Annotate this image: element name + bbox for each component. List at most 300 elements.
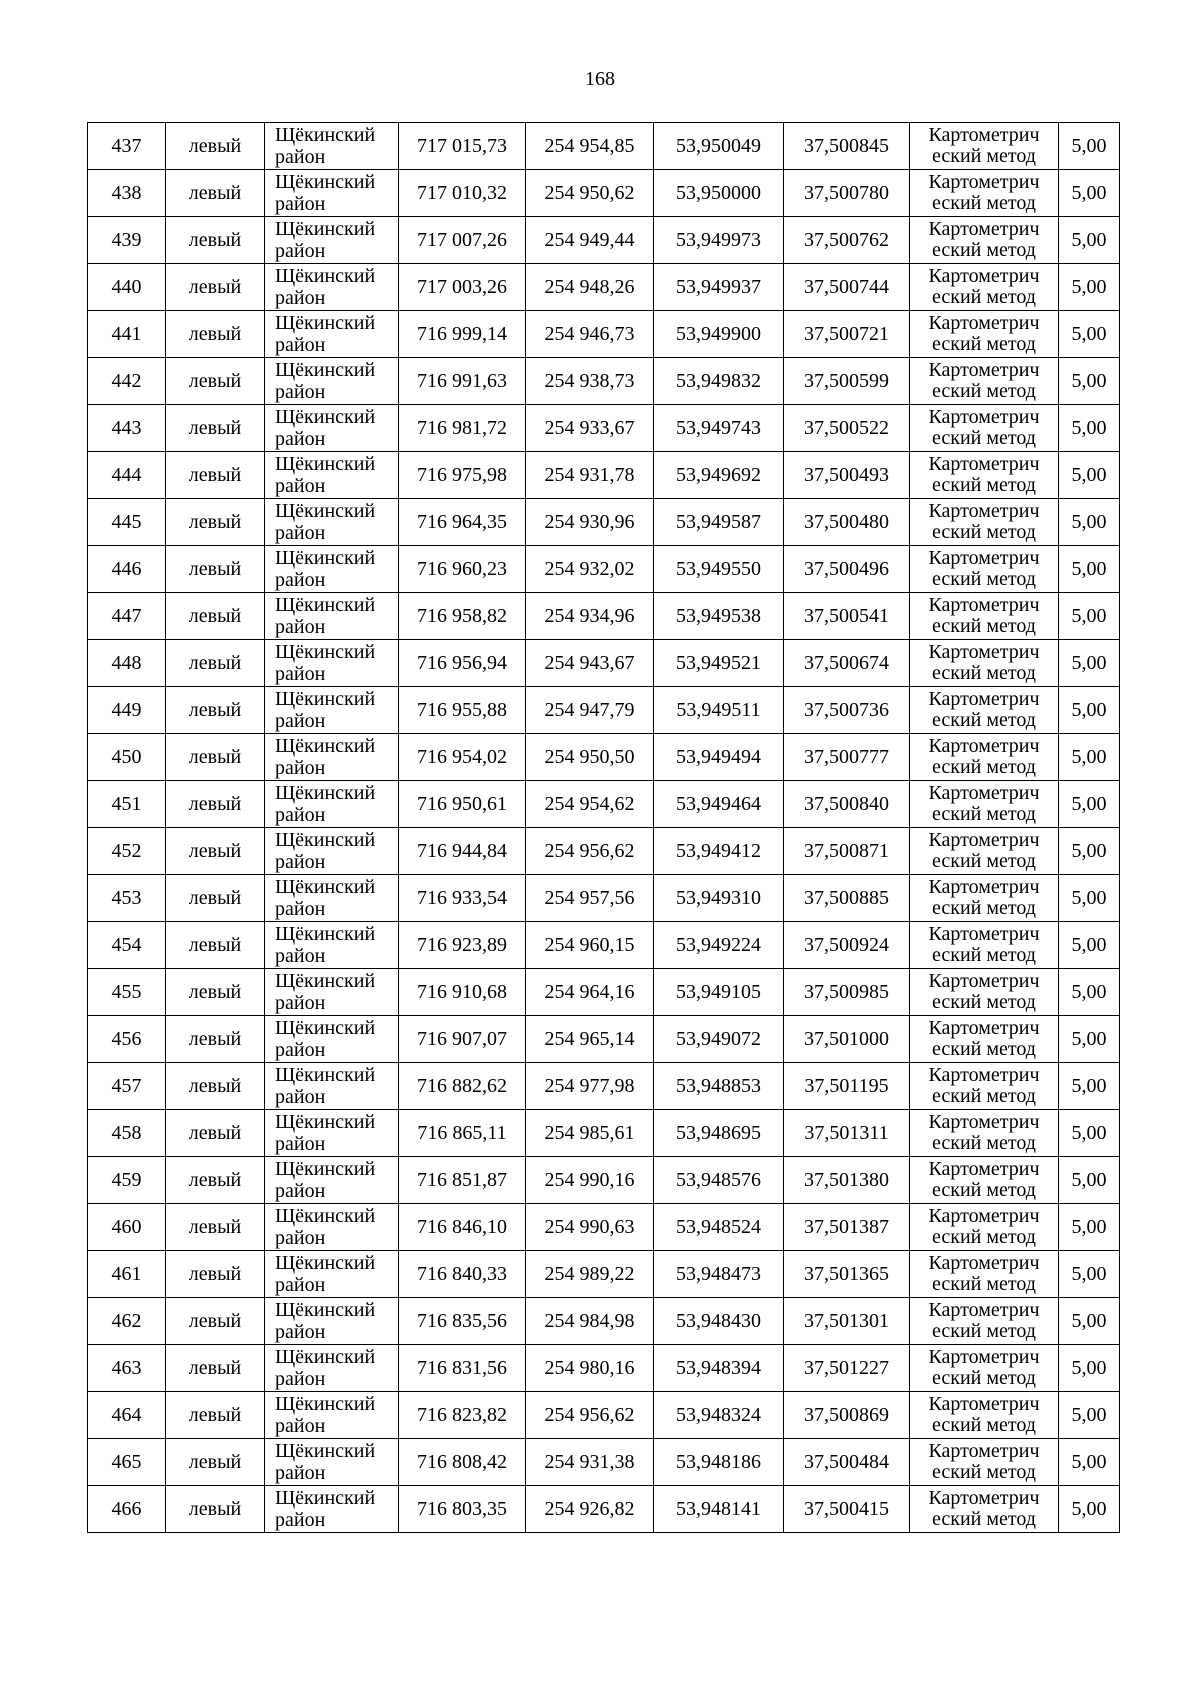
method-cell-line: Картометрич [928,782,1040,804]
district-cell [265,1439,399,1486]
method-cell-line: Картометрич [928,735,1040,757]
method-cell-line: Картометрич [928,265,1040,287]
point-number-cell: 440 [88,264,166,311]
point-number-cell: 441 [88,311,166,358]
accuracy-cell: 5,00 [1059,1157,1120,1204]
method-cell-line: Картометрич [928,1205,1040,1227]
method-cell-line: еский метод [932,1085,1036,1107]
method-cell [910,1157,1059,1204]
longitude-cell: 37,500480 [784,499,910,546]
coord-x-cell: 716 933,54 [399,875,526,922]
accuracy-cell: 5,00 [1059,1016,1120,1063]
point-number-cell: 466 [88,1486,166,1533]
table-row [88,264,1120,311]
district-cell [265,1251,399,1298]
accuracy-cell: 5,00 [1059,264,1120,311]
longitude-cell: 37,500840 [784,781,910,828]
bank-side-cell: левый [166,687,265,734]
method-cell-line: еский метод [932,1367,1036,1389]
district-cell-line: Щёкинский [275,1346,376,1368]
accuracy-cell: 5,00 [1059,1110,1120,1157]
table-row [88,1063,1120,1110]
accuracy-cell: 5,00 [1059,1439,1120,1486]
coord-y-cell: 254 947,79 [526,687,654,734]
longitude-cell: 37,500493 [784,452,910,499]
method-cell [910,311,1059,358]
method-cell-line: Картометрич [928,1111,1040,1133]
method-cell-line: еский метод [932,897,1036,919]
table-row [88,358,1120,405]
method-cell [910,1110,1059,1157]
district-cell [265,217,399,264]
point-number-cell: 455 [88,969,166,1016]
bank-side-cell: левый [166,1063,265,1110]
point-number-cell: 453 [88,875,166,922]
table-row [88,405,1120,452]
method-cell-line: еский метод [932,709,1036,731]
longitude-cell: 37,500762 [784,217,910,264]
method-cell [910,1016,1059,1063]
longitude-cell: 37,501387 [784,1204,910,1251]
method-cell [910,734,1059,781]
district-cell-line: район [275,475,326,497]
coord-x-cell: 716 958,82 [399,593,526,640]
method-cell-line: еский метод [932,333,1036,355]
accuracy-cell: 5,00 [1059,1345,1120,1392]
point-number-cell: 452 [88,828,166,875]
method-cell [910,640,1059,687]
coord-x-cell: 716 954,02 [399,734,526,781]
coord-x-cell: 716 950,61 [399,781,526,828]
district-cell [265,875,399,922]
table-row [88,1392,1120,1439]
method-cell [910,217,1059,264]
bank-side-cell: левый [166,1392,265,1439]
district-cell-line: Щёкинский [275,641,376,663]
table-row [88,452,1120,499]
district-cell-line: район [275,569,326,591]
longitude-cell: 37,501195 [784,1063,910,1110]
district-cell-line: Щёкинский [275,359,376,381]
district-cell-line: район [275,945,326,967]
coord-x-cell: 716 831,56 [399,1345,526,1392]
district-cell-line: район [275,616,326,638]
method-cell [910,123,1059,170]
coord-y-cell: 254 948,26 [526,264,654,311]
point-number-cell: 463 [88,1345,166,1392]
table-row [88,875,1120,922]
point-number-cell: 457 [88,1063,166,1110]
district-cell-line: район [275,287,326,309]
coord-x-cell: 716 851,87 [399,1157,526,1204]
coord-y-cell: 254 931,78 [526,452,654,499]
district-cell-line: район [275,1321,326,1343]
latitude-cell: 53,948576 [654,1157,784,1204]
district-cell [265,1157,399,1204]
method-cell [910,1486,1059,1533]
district-cell-line: район [275,757,326,779]
district-cell-line: район [275,1462,326,1484]
accuracy-cell: 5,00 [1059,969,1120,1016]
coord-x-cell: 716 960,23 [399,546,526,593]
coord-x-cell: 716 944,84 [399,828,526,875]
latitude-cell: 53,949550 [654,546,784,593]
latitude-cell: 53,949692 [654,452,784,499]
district-cell-line: район [275,1086,326,1108]
district-cell-line: Щёкинский [275,1064,376,1086]
latitude-cell: 53,949937 [654,264,784,311]
latitude-cell: 53,948186 [654,1439,784,1486]
latitude-cell: 53,949310 [654,875,784,922]
bank-side-cell: левый [166,875,265,922]
method-cell-line: еский метод [932,1414,1036,1436]
bank-side-cell: левый [166,452,265,499]
coord-x-cell: 717 010,32 [399,170,526,217]
bank-side-cell: левый [166,922,265,969]
district-cell-line: Щёкинский [275,688,376,710]
district-cell [265,593,399,640]
coord-x-cell: 716 975,98 [399,452,526,499]
coord-x-cell: 716 835,56 [399,1298,526,1345]
latitude-cell: 53,949464 [654,781,784,828]
table-row [88,217,1120,264]
accuracy-cell: 5,00 [1059,123,1120,170]
coord-y-cell: 254 930,96 [526,499,654,546]
method-cell-line: Картометрич [928,171,1040,193]
district-cell [265,1486,399,1533]
district-cell-line: район [275,381,326,403]
coord-y-cell: 254 990,63 [526,1204,654,1251]
method-cell-line: Картометрич [928,1346,1040,1368]
point-number-cell: 461 [88,1251,166,1298]
district-cell-line: Щёкинский [275,1158,376,1180]
table-row [88,969,1120,1016]
method-cell-line: еский метод [932,1179,1036,1201]
method-cell [910,499,1059,546]
coord-x-cell: 716 823,82 [399,1392,526,1439]
method-cell-line: Картометрич [928,688,1040,710]
coord-x-cell: 716 803,35 [399,1486,526,1533]
method-cell [910,1298,1059,1345]
accuracy-cell: 5,00 [1059,499,1120,546]
accuracy-cell: 5,00 [1059,452,1120,499]
method-cell-line: Картометрич [928,1017,1040,1039]
accuracy-cell: 5,00 [1059,875,1120,922]
bank-side-cell: левый [166,546,265,593]
bank-side-cell: левый [166,828,265,875]
bank-side-cell: левый [166,499,265,546]
bank-side-cell: левый [166,123,265,170]
method-cell [910,546,1059,593]
table-row [88,1204,1120,1251]
bank-side-cell: левый [166,170,265,217]
coord-x-cell: 716 882,62 [399,1063,526,1110]
method-cell-line: еский метод [932,756,1036,778]
district-cell-line: Щёкинский [275,1393,376,1415]
method-cell-line: Картометрич [928,641,1040,663]
method-cell-line: Картометрич [928,312,1040,334]
district-cell-line: Щёкинский [275,547,376,569]
method-cell [910,687,1059,734]
district-cell-line: Щёкинский [275,782,376,804]
table-row [88,546,1120,593]
district-cell [265,1298,399,1345]
longitude-cell: 37,501227 [784,1345,910,1392]
coord-x-cell: 716 808,42 [399,1439,526,1486]
point-number-cell: 464 [88,1392,166,1439]
method-cell [910,1063,1059,1110]
method-cell-line: еский метод [932,1508,1036,1530]
coord-y-cell: 254 957,56 [526,875,654,922]
point-number-cell: 465 [88,1439,166,1486]
bank-side-cell: левый [166,1486,265,1533]
coord-x-cell: 716 865,11 [399,1110,526,1157]
bank-side-cell: левый [166,1204,265,1251]
district-cell [265,170,399,217]
latitude-cell: 53,949743 [654,405,784,452]
point-number-cell: 454 [88,922,166,969]
method-cell [910,264,1059,311]
coord-y-cell: 254 950,62 [526,170,654,217]
point-number-cell: 462 [88,1298,166,1345]
method-cell [910,1204,1059,1251]
coord-y-cell: 254 943,67 [526,640,654,687]
point-number-cell: 450 [88,734,166,781]
district-cell [265,1392,399,1439]
coord-x-cell: 716 907,07 [399,1016,526,1063]
bank-side-cell: левый [166,734,265,781]
longitude-cell: 37,500985 [784,969,910,1016]
latitude-cell: 53,949494 [654,734,784,781]
method-cell [910,358,1059,405]
coord-x-cell: 717 015,73 [399,123,526,170]
coord-y-cell: 254 931,38 [526,1439,654,1486]
coord-y-cell: 254 990,16 [526,1157,654,1204]
district-cell-line: район [275,1039,326,1061]
method-cell-line: еский метод [932,427,1036,449]
table-row [88,1439,1120,1486]
coord-x-cell: 716 999,14 [399,311,526,358]
method-cell-line: Картометрич [928,829,1040,851]
method-cell-line: Картометрич [928,970,1040,992]
bank-side-cell: левый [166,1439,265,1486]
method-cell-line: еский метод [932,1320,1036,1342]
district-cell-line: Щёкинский [275,970,376,992]
coord-x-cell: 716 955,88 [399,687,526,734]
district-cell [265,405,399,452]
longitude-cell: 37,500777 [784,734,910,781]
longitude-cell: 37,501365 [784,1251,910,1298]
district-cell-line: район [275,193,326,215]
latitude-cell: 53,949587 [654,499,784,546]
method-cell-line: еский метод [932,1461,1036,1483]
coord-x-cell: 716 910,68 [399,969,526,1016]
bank-side-cell: левый [166,640,265,687]
latitude-cell: 53,949412 [654,828,784,875]
district-cell [265,546,399,593]
method-cell [910,170,1059,217]
method-cell [910,828,1059,875]
latitude-cell: 53,950049 [654,123,784,170]
accuracy-cell: 5,00 [1059,217,1120,264]
method-cell-line: Картометрич [928,923,1040,945]
method-cell-line: еский метод [932,521,1036,543]
bank-side-cell: левый [166,217,265,264]
accuracy-cell: 5,00 [1059,311,1120,358]
method-cell-line: Картометрич [928,453,1040,475]
method-cell-line: еский метод [932,286,1036,308]
district-cell [265,123,399,170]
district-cell-line: Щёкинский [275,1205,376,1227]
latitude-cell: 53,948853 [654,1063,784,1110]
table-row [88,593,1120,640]
method-cell-line: Картометрич [928,1252,1040,1274]
method-cell [910,1345,1059,1392]
district-cell-line: район [275,1133,326,1155]
accuracy-cell: 5,00 [1059,1251,1120,1298]
district-cell-line: Щёкинский [275,500,376,522]
point-number-cell: 458 [88,1110,166,1157]
method-cell-line: Картометрич [928,406,1040,428]
longitude-cell: 37,500496 [784,546,910,593]
district-cell-line: район [275,1415,326,1437]
coord-y-cell: 254 949,44 [526,217,654,264]
method-cell-line: Картометрич [928,1487,1040,1509]
district-cell [265,264,399,311]
bank-side-cell: левый [166,1298,265,1345]
longitude-cell: 37,500924 [784,922,910,969]
longitude-cell: 37,500721 [784,311,910,358]
district-cell [265,828,399,875]
method-cell-line: еский метод [932,803,1036,825]
accuracy-cell: 5,00 [1059,593,1120,640]
district-cell-line: район [275,428,326,450]
method-cell-line: Картометрич [928,359,1040,381]
district-cell [265,1204,399,1251]
district-cell-line: район [275,1368,326,1390]
table-row [88,734,1120,781]
accuracy-cell: 5,00 [1059,546,1120,593]
longitude-cell: 37,500415 [784,1486,910,1533]
longitude-cell: 37,500736 [784,687,910,734]
accuracy-cell: 5,00 [1059,1204,1120,1251]
method-cell-line: еский метод [932,944,1036,966]
point-number-cell: 437 [88,123,166,170]
district-cell-line: Щёкинский [275,1252,376,1274]
district-cell-line: Щёкинский [275,1487,376,1509]
point-number-cell: 459 [88,1157,166,1204]
district-cell-line: район [275,992,326,1014]
district-cell-line: Щёкинский [275,171,376,193]
coord-x-cell: 717 007,26 [399,217,526,264]
district-cell [265,1345,399,1392]
method-cell-line: Картометрич [928,876,1040,898]
method-cell-line: еский метод [932,662,1036,684]
point-number-cell: 451 [88,781,166,828]
longitude-cell: 37,501380 [784,1157,910,1204]
district-cell-line: Щёкинский [275,1440,376,1462]
district-cell-line: район [275,851,326,873]
latitude-cell: 53,949224 [654,922,784,969]
district-cell-line: Щёкинский [275,876,376,898]
district-cell [265,1016,399,1063]
bank-side-cell: левый [166,1016,265,1063]
method-cell-line: еский метод [932,474,1036,496]
bank-side-cell: левый [166,969,265,1016]
district-cell-line: район [275,146,326,168]
method-cell [910,405,1059,452]
latitude-cell: 53,949900 [654,311,784,358]
latitude-cell: 53,948394 [654,1345,784,1392]
coord-x-cell: 716 991,63 [399,358,526,405]
district-cell-line: район [275,710,326,732]
longitude-cell: 37,501000 [784,1016,910,1063]
point-number-cell: 444 [88,452,166,499]
latitude-cell: 53,950000 [654,170,784,217]
coord-y-cell: 254 933,67 [526,405,654,452]
district-cell-line: Щёкинский [275,829,376,851]
district-cell [265,640,399,687]
district-cell-line: район [275,1274,326,1296]
method-cell [910,922,1059,969]
table-row [88,1345,1120,1392]
district-cell-line: Щёкинский [275,453,376,475]
point-number-cell: 447 [88,593,166,640]
point-number-cell: 460 [88,1204,166,1251]
method-cell-line: еский метод [932,1273,1036,1295]
point-number-cell: 438 [88,170,166,217]
district-cell-line: район [275,522,326,544]
district-cell [265,311,399,358]
coord-y-cell: 254 956,62 [526,1392,654,1439]
coord-x-cell: 716 964,35 [399,499,526,546]
longitude-cell: 37,500484 [784,1439,910,1486]
latitude-cell: 53,949072 [654,1016,784,1063]
district-cell-line: район [275,663,326,685]
method-cell [910,593,1059,640]
coord-y-cell: 254 954,62 [526,781,654,828]
district-cell [265,969,399,1016]
method-cell-line: Картометрич [928,1440,1040,1462]
coord-y-cell: 254 954,85 [526,123,654,170]
table-row [88,123,1120,170]
bank-side-cell: левый [166,593,265,640]
table-row [88,781,1120,828]
latitude-cell: 53,948141 [654,1486,784,1533]
coord-x-cell: 716 840,33 [399,1251,526,1298]
longitude-cell: 37,500541 [784,593,910,640]
table-row [88,1298,1120,1345]
page-number: 168 [585,68,615,90]
district-cell-line: район [275,804,326,826]
table-row [88,1157,1120,1204]
table-row [88,1486,1120,1533]
coord-y-cell: 254 985,61 [526,1110,654,1157]
district-cell [265,734,399,781]
table-body [88,123,1120,1533]
district-cell-line: район [275,1180,326,1202]
table-row [88,170,1120,217]
coord-x-cell: 716 923,89 [399,922,526,969]
point-number-cell: 456 [88,1016,166,1063]
latitude-cell: 53,948695 [654,1110,784,1157]
coord-y-cell: 254 934,96 [526,593,654,640]
longitude-cell: 37,500885 [784,875,910,922]
table-row [88,922,1120,969]
method-cell-line: еский метод [932,568,1036,590]
method-cell-line: Картометрич [928,500,1040,522]
district-cell [265,781,399,828]
